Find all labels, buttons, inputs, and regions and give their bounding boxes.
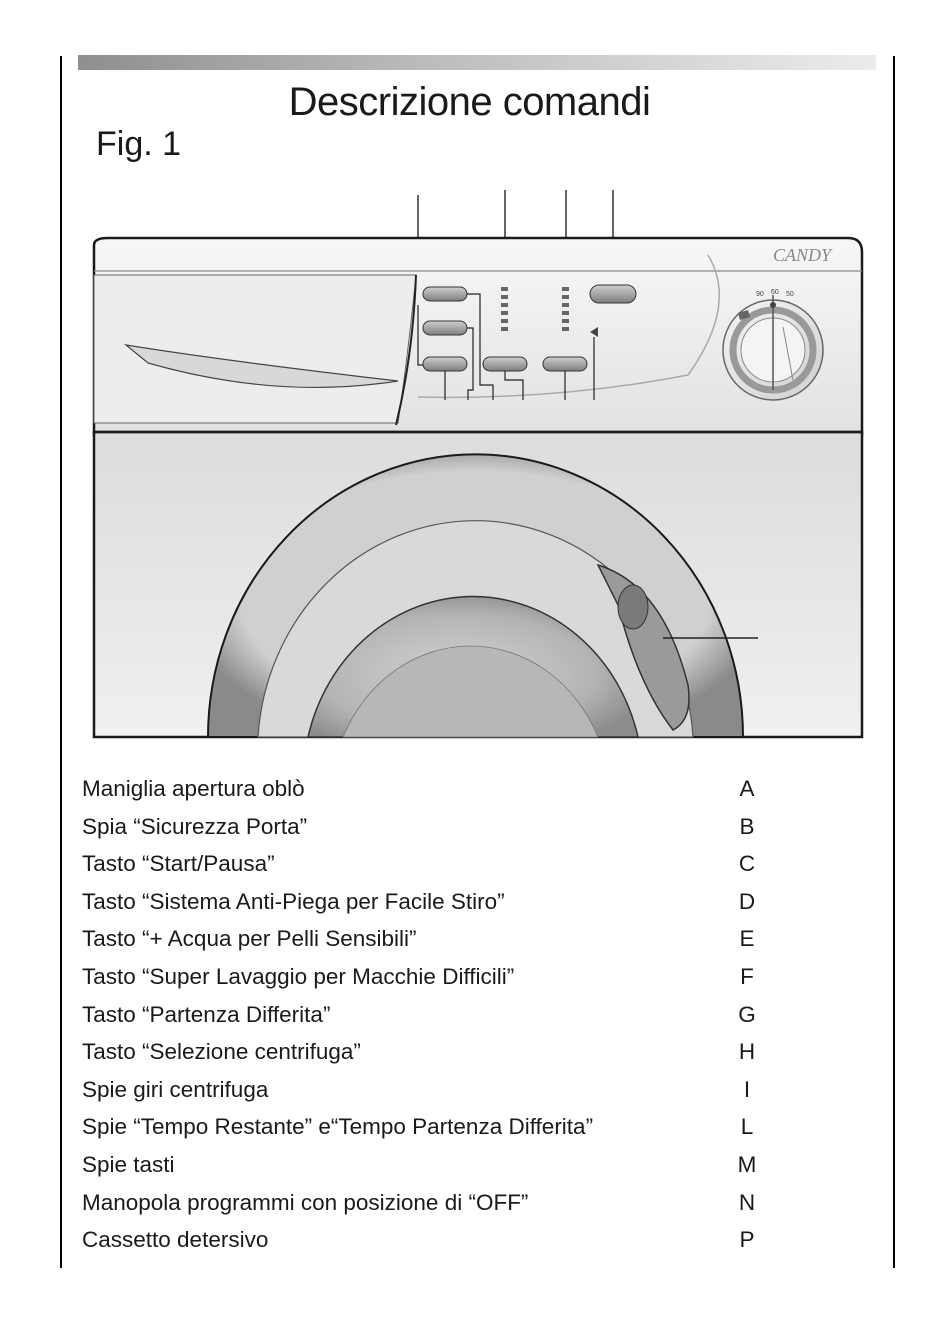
- legend-row: [82, 1184, 762, 1222]
- legend-label: Tasto “Selezione centrifuga”: [82, 1039, 361, 1065]
- page-title: Descrizione comandi: [288, 80, 651, 124]
- legend-label: Tasto “Start/Pausa”: [82, 851, 275, 877]
- component-legend: [82, 770, 762, 1259]
- legend-label: Maniglia apertura oblò: [82, 776, 305, 801]
- legend-letter: M: [737, 1151, 757, 1177]
- legend-letter: D: [738, 888, 756, 914]
- legend-row: [82, 1033, 762, 1071]
- legend-label: Manopola programmi con posizione di “OFF”: [82, 1189, 529, 1215]
- legend-row: [82, 958, 762, 996]
- legend-letter: E: [739, 926, 755, 952]
- legend-letter: I: [743, 1076, 751, 1102]
- button-g[interactable]: [483, 357, 527, 371]
- legend-letter: F: [740, 963, 754, 989]
- button-h[interactable]: [543, 357, 587, 371]
- legend-label: Tasto “Partenza Differita”: [82, 1001, 331, 1027]
- washing-machine-illustration: [78, 185, 878, 740]
- legend-label: Tasto “Sistema Anti-Piega per Facile Stiro”: [82, 888, 505, 914]
- dial-scale-50: 50: [786, 291, 794, 298]
- legend-row: [82, 770, 762, 808]
- legend-label: Spie tasti: [82, 1151, 175, 1177]
- button-d[interactable]: [423, 287, 467, 301]
- button-f[interactable]: [423, 357, 467, 371]
- legend-letter: A: [739, 776, 755, 801]
- legend-letter: N: [738, 1189, 756, 1215]
- figure-label: Fig. 1: [96, 125, 182, 163]
- legend-row: [82, 883, 762, 921]
- legend-row: [82, 920, 762, 958]
- header-gradient-bar: [78, 55, 876, 70]
- start-pause-button[interactable]: [590, 285, 636, 303]
- legend-letter: P: [739, 1227, 755, 1253]
- legend-label: Tasto “+ Acqua per Pelli Sensibili”: [82, 926, 417, 952]
- legend-row: [82, 1146, 762, 1184]
- legend-label: Spie giri centrifuga: [82, 1076, 269, 1102]
- legend-label: Cassetto detersivo: [82, 1227, 269, 1253]
- candy-logo: CANDY: [773, 245, 832, 265]
- right-margin-rule: [893, 56, 895, 1268]
- legend-letter: G: [738, 1001, 756, 1027]
- button-e[interactable]: [423, 321, 467, 335]
- legend-letter: H: [738, 1039, 756, 1065]
- legend-label: Tasto “Super Lavaggio per Macchie Difficili”: [82, 963, 515, 989]
- legend-letter: B: [739, 813, 755, 839]
- legend-row: [82, 1071, 762, 1109]
- legend-row: [82, 845, 762, 883]
- legend-row: [82, 808, 762, 846]
- detergent-drawer[interactable]: [94, 275, 416, 425]
- legend-row: [82, 1108, 762, 1146]
- legend-letter: L: [740, 1114, 754, 1140]
- legend-label: Spia “Sicurezza Porta”: [82, 813, 308, 839]
- legend-row: [82, 996, 762, 1034]
- legend-row: [82, 1221, 762, 1259]
- left-margin-rule: [60, 56, 62, 1268]
- dial-scale-90: 90: [756, 291, 764, 298]
- dial-scale-60: 60: [771, 289, 779, 296]
- legend-label: Spie “Tempo Restante” e“Tempo Partenza Differita”: [82, 1114, 594, 1140]
- legend-letter: C: [738, 851, 756, 877]
